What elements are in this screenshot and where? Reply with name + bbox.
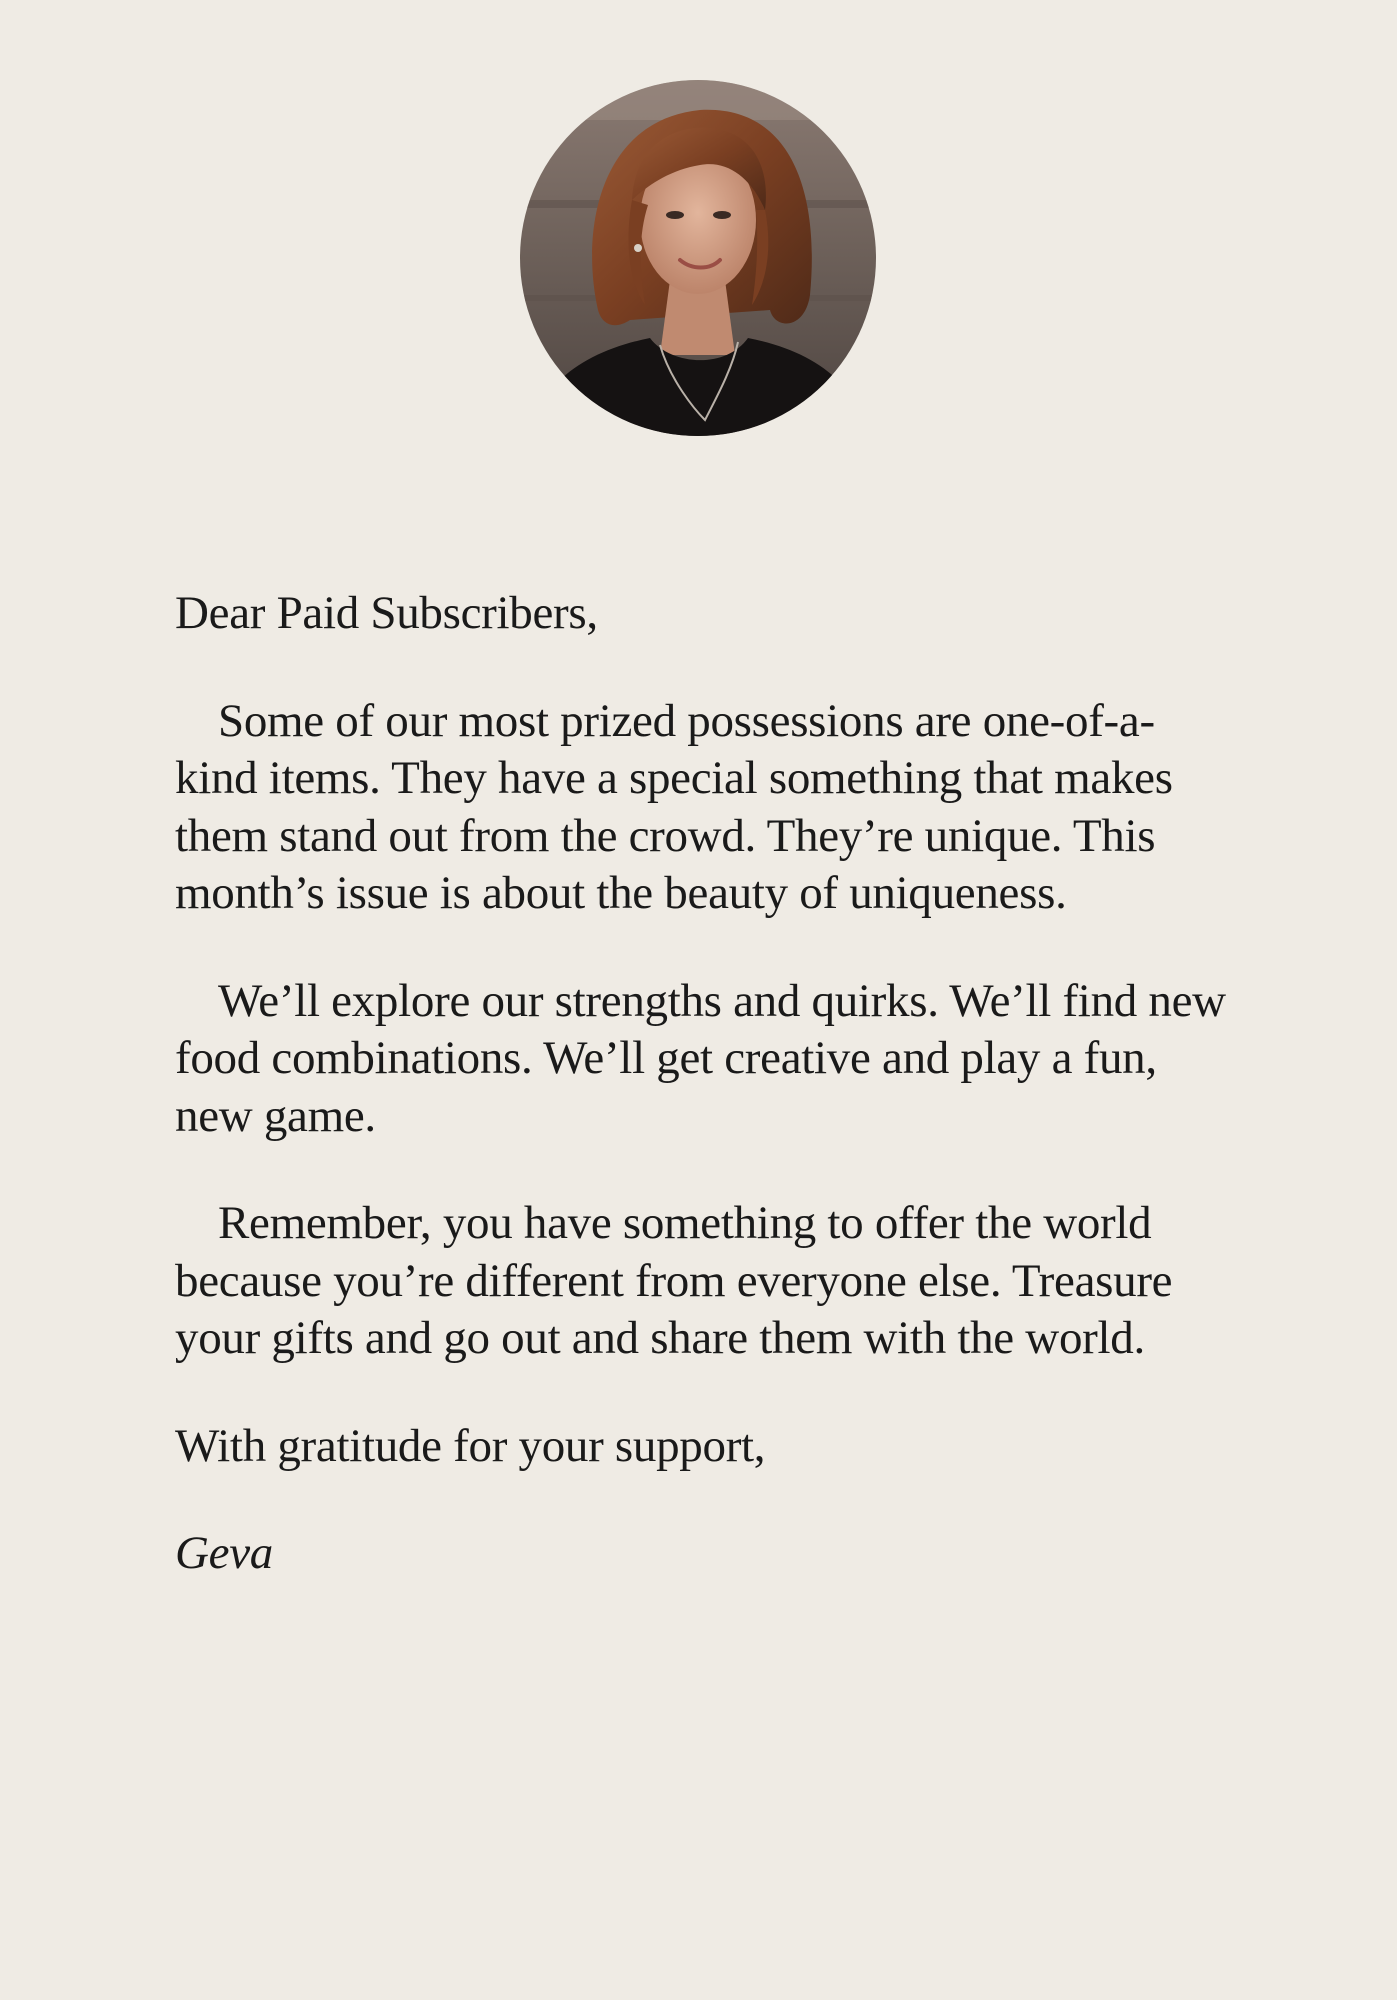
letter-closing: With gratitude for your support, xyxy=(175,1419,766,1472)
letter-paragraph: Some of our most prized possessions are one-of-a-kind items. They have a special something that makes them stand out from the crowd. They’re unique. This month’s issue is about the beauty of uniqueness. xyxy=(175,694,1173,919)
letter-body xyxy=(175,585,1235,1583)
author-portrait-photo xyxy=(520,80,876,436)
author-portrait xyxy=(520,80,876,436)
letter-paragraph: We’ll explore our strengths and quirks. We’ll find new food combinations. We’ll get creative and play a fun, new game. xyxy=(175,974,1226,1142)
letter-signature: Geva xyxy=(175,1527,273,1579)
letter-greeting: Dear Paid Subscribers, xyxy=(175,587,598,639)
letter-paragraph: Remember, you have something to offer the world because you’re different from everyone else. Treasure your gifts and go out and share them with the world. xyxy=(175,1197,1173,1364)
